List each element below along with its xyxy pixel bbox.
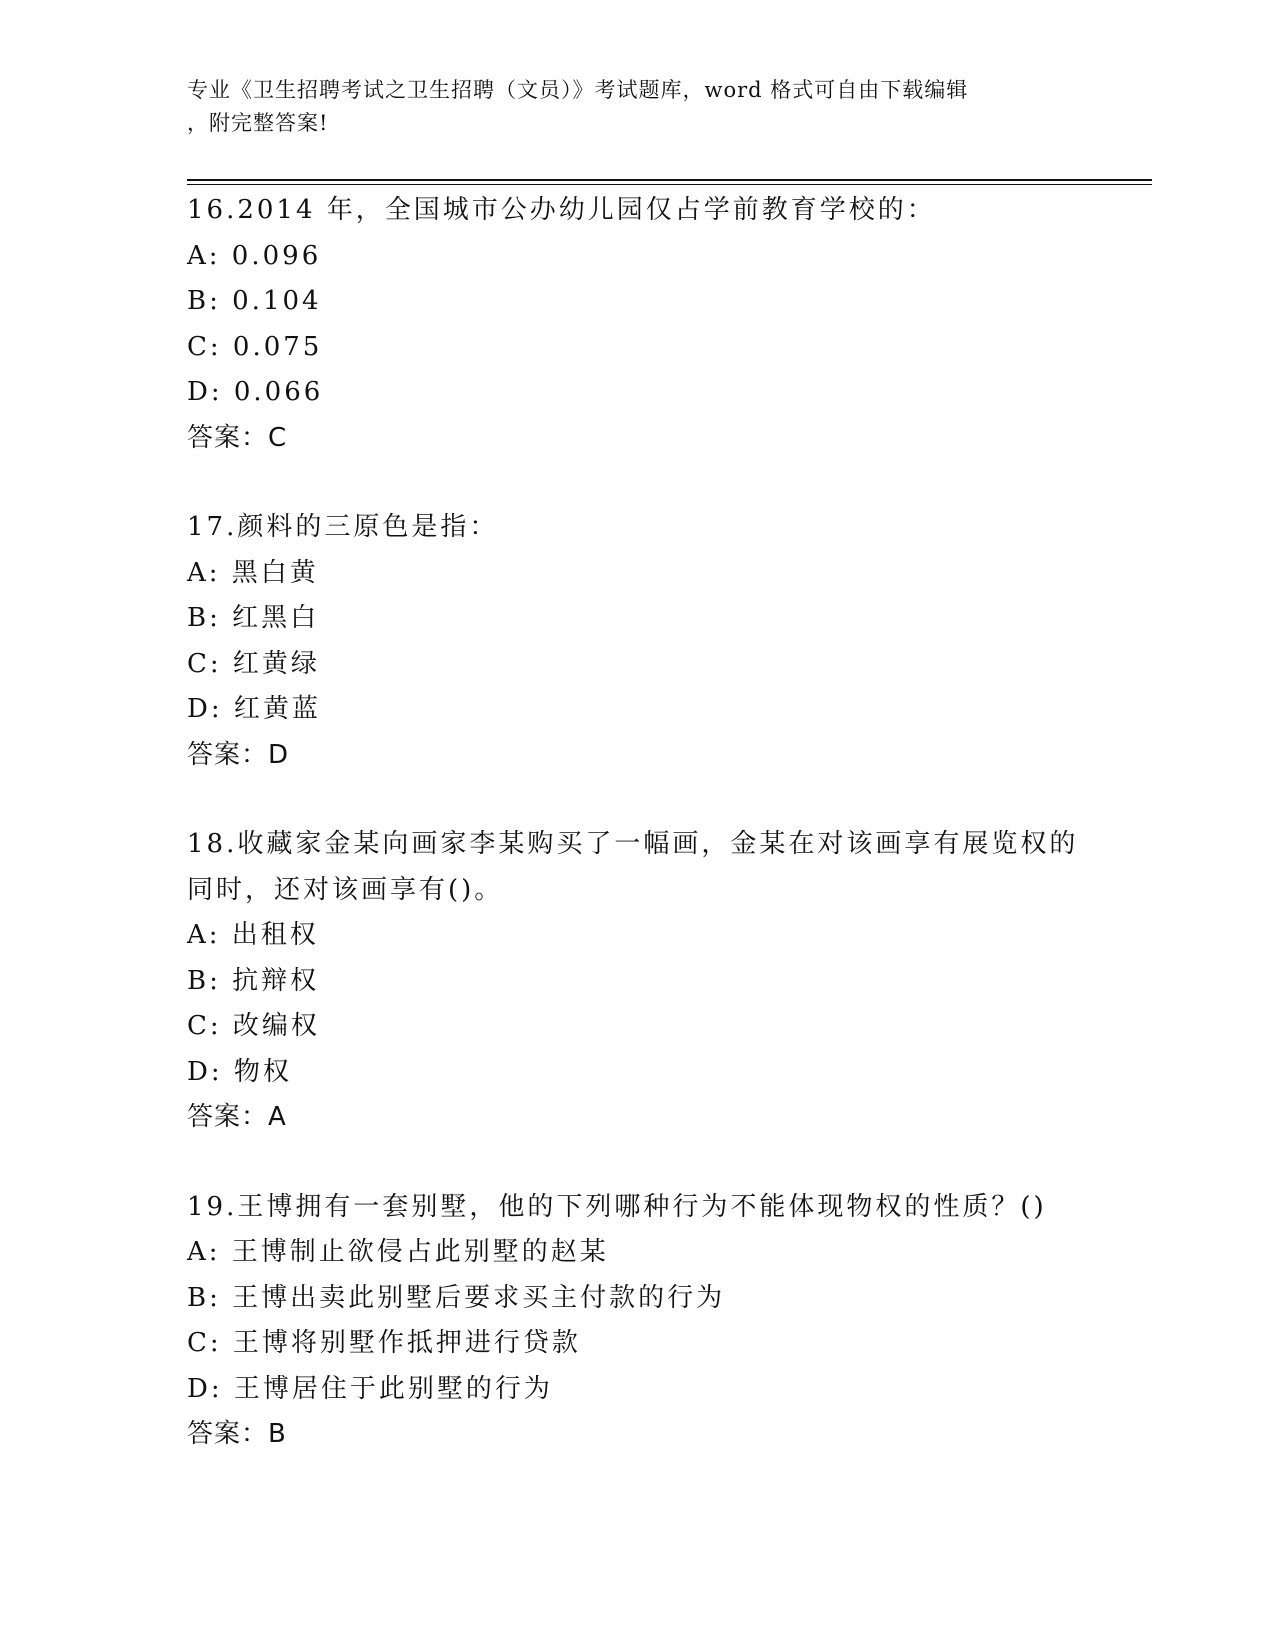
header-divider-thick [187,179,1152,181]
option-c: C: 红黄绿 [187,648,320,679]
question-stem: 17.颜料的三原色是指： [187,512,499,542]
question-17 [187,505,1087,778]
answer-text: 答案：B [187,1419,287,1449]
header-divider-thin [187,184,1152,185]
question-stem-line-2: 同时，还对该画享有()。 [187,874,504,905]
question-19 [187,1185,1087,1458]
option-d: D: 红黄蓝 [187,694,321,724]
question-list [187,188,1087,1502]
option-c: C: 0.075 [187,331,323,362]
option-a: A: 王博制止欲侵占此别墅的赵某 [187,1237,609,1267]
question-stem: 16.2014 年，全国城市公办幼儿园仅占学前教育学校的： [187,195,936,225]
option-b: B: 抗辩权 [187,965,320,996]
option-a: A: 黑白黄 [187,557,319,588]
question-18 [187,822,1087,1141]
header-line-1: 专业《卫生招聘考试之卫生招聘（文员）》考试题库，word 格式可自由下载编辑 [187,78,969,102]
option-d: D: 0.066 [187,377,324,407]
option-a: A: 出租权 [187,920,319,950]
question-16 [187,188,1087,461]
option-d: D: 王博居住于此别墅的行为 [187,1373,553,1404]
answer-text: 答案：D [187,739,290,770]
header-line-2: ，附完整答案! [187,111,329,135]
option-c: C: 改编权 [187,1011,320,1041]
option-b: B: 红黑白 [187,603,320,633]
answer-text: 答案：C [187,422,288,453]
answer-text: 答案：A [187,1102,287,1132]
question-stem: 19.王博拥有一套别墅，他的下列哪种行为不能体现物权的性质？() [187,1191,1047,1222]
question-stem-line-1: 18.收藏家金某向画家李某购买了一幅画，金某在对该画享有展览权的 [187,829,1079,859]
option-a: A: 0.096 [187,240,322,271]
option-d: D: 物权 [187,1056,292,1087]
document-header [187,74,1077,140]
option-b: B: 0.104 [187,286,322,316]
option-b: B: 王博出卖此别墅后要求买主付款的行为 [187,1282,726,1313]
option-c: C: 王博将别墅作抵押进行贷款 [187,1328,581,1358]
